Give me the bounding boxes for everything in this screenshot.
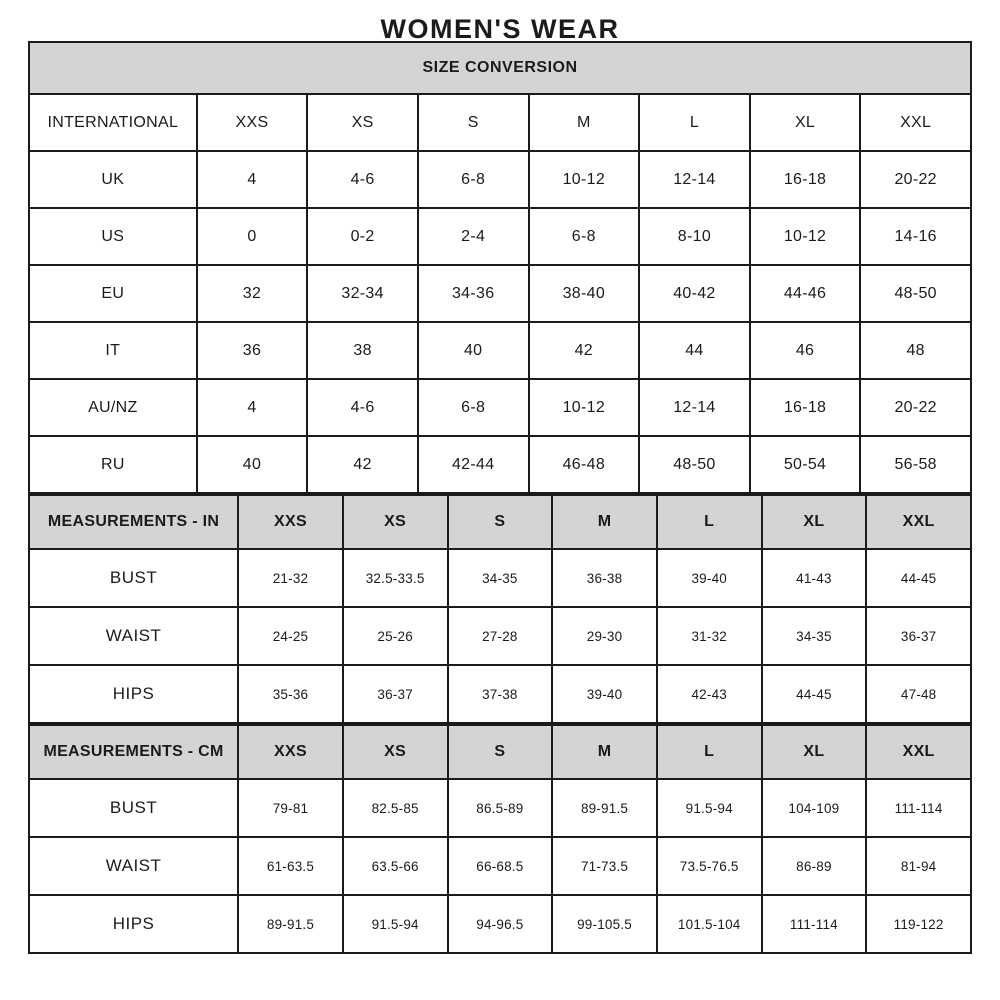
measurements-cm-header-cell: XXS [238,725,343,779]
size-conversion-cell: 32-34 [307,265,418,322]
measurements-cm-row-label: BUST [29,779,238,837]
size-conversion-cell: 46-48 [529,436,640,493]
size-conversion-cell: 0-2 [307,208,418,265]
measurements-cm-header-cell: XL [762,725,867,779]
size-conversion-cell: 16-18 [750,151,861,208]
size-conversion-row-label: UK [29,151,197,208]
size-conversion-header-cell: INTERNATIONAL [29,94,197,151]
size-conversion-cell: 42-44 [418,436,529,493]
size-conversion-cell: 2-4 [418,208,529,265]
measurements-in-cell: 31-32 [657,607,762,665]
size-conversion-cell: 10-12 [529,151,640,208]
measurements-cm-cell: 63.5-66 [343,837,448,895]
measurements-cm-header-cell: L [657,725,762,779]
size-conversion-cell: 34-36 [418,265,529,322]
size-conversion-cell: 8-10 [639,208,750,265]
size-conversion-header-cell: XL [750,94,861,151]
measurements-in-header-cell: M [552,495,657,549]
size-conversion-cell: 4 [197,151,308,208]
table-row [29,607,971,665]
size-conversion-cell: 10-12 [750,208,861,265]
measurements-cm-row-label: WAIST [29,837,238,895]
measurements-cm-cell: 81-94 [866,837,971,895]
table-row [29,549,971,607]
measurements-in-header-cell: XS [343,495,448,549]
size-conversion-cell: 16-18 [750,379,861,436]
measurements-in-cell: 29-30 [552,607,657,665]
table-row [29,436,971,493]
measurements-cm-header-cell: M [552,725,657,779]
measurements-cm-cell: 111-114 [866,779,971,837]
size-conversion-header-cell: M [529,94,640,151]
size-conversion-row-label: US [29,208,197,265]
table-row [29,379,971,436]
measurements-cm-cell: 89-91.5 [552,779,657,837]
size-conversion-cell: 20-22 [860,151,971,208]
measurements-cm-cell: 82.5-85 [343,779,448,837]
measurements-in-header-cell: MEASUREMENTS - IN [29,495,238,549]
size-conversion-header-cell: S [418,94,529,151]
measurements-cm-cell: 94-96.5 [448,895,553,953]
size-conversion-banner: SIZE CONVERSION [29,42,971,94]
measurements-in-cell: 36-37 [343,665,448,723]
size-conversion-cell: 14-16 [860,208,971,265]
measurements-in-cell: 36-38 [552,549,657,607]
size-conversion-cell: 6-8 [529,208,640,265]
table-row [29,895,971,953]
size-conversion-cell: 56-58 [860,436,971,493]
measurements-cm-header-cell: XS [343,725,448,779]
table-row [29,322,971,379]
size-conversion-cell: 4-6 [307,151,418,208]
size-conversion-cell: 4-6 [307,379,418,436]
size-conversion-cell: 20-22 [860,379,971,436]
size-conversion-cell: 42 [529,322,640,379]
measurements-in-cell: 37-38 [448,665,553,723]
size-conversion-row-label: AU/NZ [29,379,197,436]
size-conversion-cell: 44-46 [750,265,861,322]
measurements-in-cell: 44-45 [762,665,867,723]
measurements-cm-cell: 119-122 [866,895,971,953]
measurements-in-cell: 36-37 [866,607,971,665]
measurements-in-cell: 34-35 [448,549,553,607]
measurements-in-cell: 39-40 [552,665,657,723]
size-conversion-cell: 12-14 [639,379,750,436]
measurements-in-cell: 47-48 [866,665,971,723]
size-conversion-cell: 32 [197,265,308,322]
table-row [29,665,971,723]
measurements-in-cell: 44-45 [866,549,971,607]
measurements-in-cell: 41-43 [762,549,867,607]
measurements-in-cell: 25-26 [343,607,448,665]
measurements-cm-cell: 91.5-94 [343,895,448,953]
measurements-cm-cell: 86-89 [762,837,867,895]
measurements-cm-cell: 71-73.5 [552,837,657,895]
measurements-in-cell: 24-25 [238,607,343,665]
table-row [29,208,971,265]
size-conversion-cell: 0 [197,208,308,265]
size-conversion-cell: 12-14 [639,151,750,208]
size-conversion-cell: 4 [197,379,308,436]
measurements-cm-cell: 61-63.5 [238,837,343,895]
table-row [29,779,971,837]
measurements-in-cell: 21-32 [238,549,343,607]
measurements-in-header-cell: L [657,495,762,549]
size-conversion-cell: 50-54 [750,436,861,493]
size-conversion-cell: 40-42 [639,265,750,322]
size-conversion-row-label: EU [29,265,197,322]
size-conversion-cell: 48-50 [860,265,971,322]
measurements-in-header-cell: XXL [866,495,971,549]
size-conversion-cell: 44 [639,322,750,379]
size-conversion-row-label: IT [29,322,197,379]
size-conversion-cell: 46 [750,322,861,379]
table-row [29,151,971,208]
page-title: WOMEN'S WEAR [380,14,620,44]
measurements-in-table [28,494,972,724]
measurements-cm-cell: 73.5-76.5 [657,837,762,895]
measurements-cm-header-cell: S [448,725,553,779]
size-conversion-cell: 6-8 [418,379,529,436]
size-conversion-cell: 10-12 [529,379,640,436]
measurements-cm-header-cell: MEASUREMENTS - CM [29,725,238,779]
measurements-in-cell: 35-36 [238,665,343,723]
measurements-cm-cell: 104-109 [762,779,867,837]
measurements-cm-cell: 86.5-89 [448,779,553,837]
size-conversion-cell: 42 [307,436,418,493]
table-row [29,837,971,895]
measurements-cm-cell: 111-114 [762,895,867,953]
measurements-in-cell: 42-43 [657,665,762,723]
size-conversion-header-cell: XXL [860,94,971,151]
measurements-cm-cell: 66-68.5 [448,837,553,895]
table-row [29,265,971,322]
measurements-in-header-cell: XXS [238,495,343,549]
measurements-cm-header-cell: XXL [866,725,971,779]
measurements-cm-table [28,724,972,954]
size-conversion-cell: 38 [307,322,418,379]
size-conversion-cell: 40 [197,436,308,493]
size-conversion-cell: 48 [860,322,971,379]
size-conversion-cell: 40 [418,322,529,379]
measurements-cm-cell: 101.5-104 [657,895,762,953]
measurements-in-row-label: BUST [29,549,238,607]
measurements-in-cell: 34-35 [762,607,867,665]
size-conversion-cell: 38-40 [529,265,640,322]
size-conversion-row-label: RU [29,436,197,493]
measurements-cm-cell: 99-105.5 [552,895,657,953]
measurements-in-cell: 32.5-33.5 [343,549,448,607]
size-conversion-header-cell: XXS [197,94,308,151]
measurements-in-cell: 27-28 [448,607,553,665]
measurements-in-header-cell: S [448,495,553,549]
size-conversion-cell: 36 [197,322,308,379]
measurements-cm-cell: 91.5-94 [657,779,762,837]
measurements-in-row-label: WAIST [29,607,238,665]
size-conversion-cell: 6-8 [418,151,529,208]
measurements-in-row-label: HIPS [29,665,238,723]
size-conversion-header-cell: L [639,94,750,151]
measurements-cm-cell: 79-81 [238,779,343,837]
size-conversion-table [28,41,972,494]
measurements-cm-cell: 89-91.5 [238,895,343,953]
size-conversion-header-cell: XS [307,94,418,151]
measurements-in-header-cell: XL [762,495,867,549]
size-conversion-cell: 48-50 [639,436,750,493]
measurements-in-cell: 39-40 [657,549,762,607]
measurements-cm-row-label: HIPS [29,895,238,953]
